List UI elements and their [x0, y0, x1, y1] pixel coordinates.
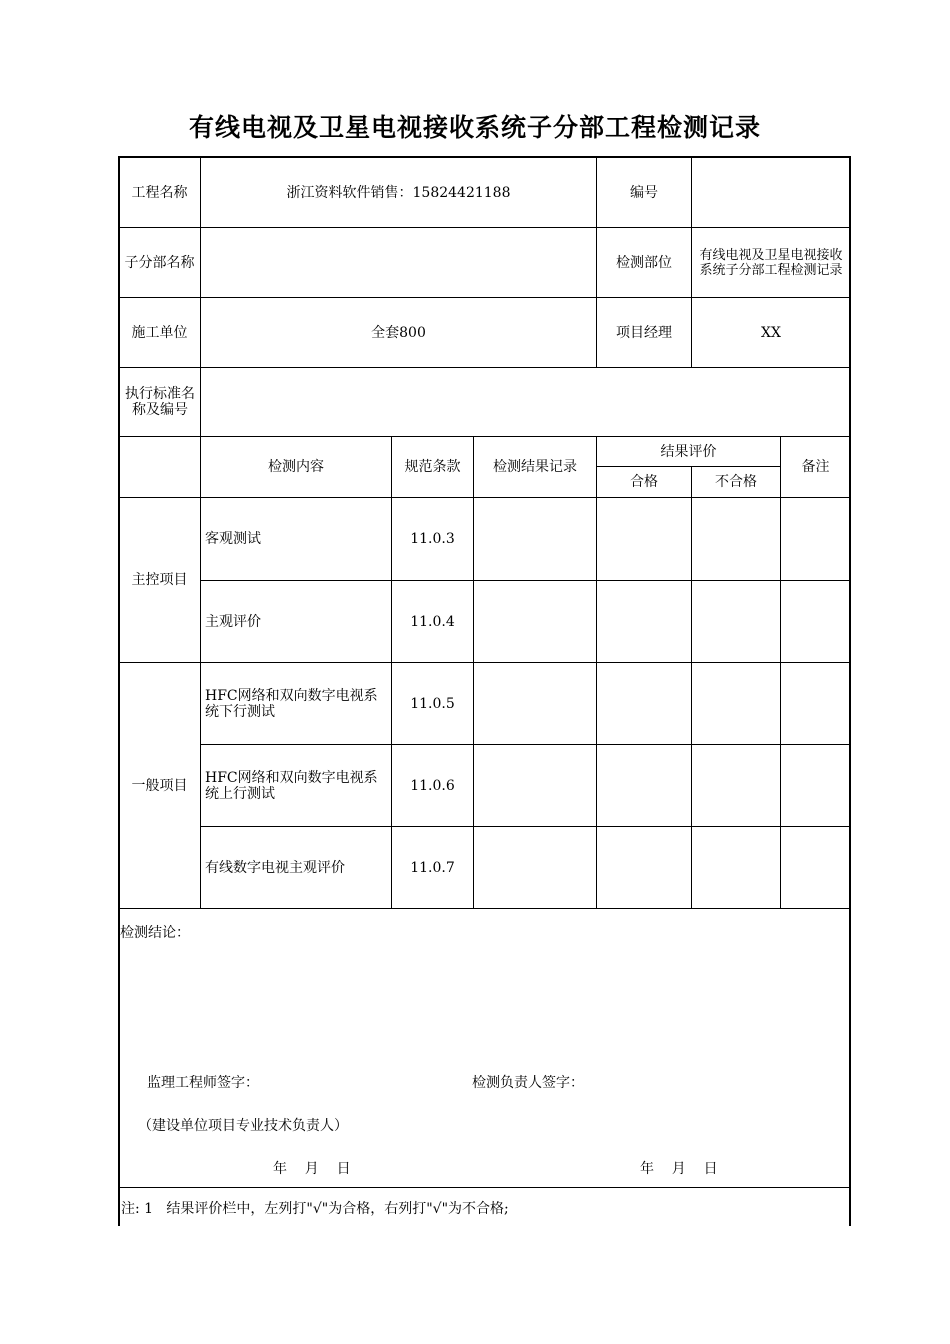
item-clause: 11.0.5 — [410, 695, 455, 712]
standard-value[interactable] — [201, 368, 850, 436]
group-general: 一般项目 — [131, 777, 188, 794]
subdivision-value[interactable] — [201, 228, 596, 297]
number-value[interactable] — [692, 158, 850, 227]
project-name-value[interactable]: 浙江资料软件销售：15824421188 — [286, 184, 511, 201]
row-divider — [119, 908, 850, 909]
item-content: 客观测试 — [205, 531, 261, 547]
contractor-value[interactable]: 全套800 — [371, 324, 426, 341]
item-clause: 11.0.7 — [410, 859, 455, 876]
standard-label: 执行标准名称及编号 — [125, 386, 195, 418]
item-clause: 11.0.4 — [410, 613, 455, 630]
item-content: 有线数字电视主观评价 — [205, 859, 345, 876]
column-divider — [596, 436, 597, 908]
col-record-header: 检测结果记录 — [493, 459, 577, 475]
column-divider — [473, 436, 474, 908]
date-right: 年 月 日 — [640, 1161, 718, 1177]
row-divider — [119, 1187, 850, 1188]
column-divider — [691, 466, 692, 908]
item-content: 主观评价 — [205, 613, 261, 630]
item-clause: 11.0.3 — [410, 531, 455, 547]
date-left: 年 月 日 — [273, 1161, 351, 1177]
footnote: 注: 1 结果评价栏中，左列打"√"为合格，右列打"√"为不合格; — [121, 1201, 509, 1217]
col-evaluation-header: 结果评价 — [660, 443, 717, 460]
manager-label: 项目经理 — [616, 324, 672, 341]
page-title: 有线电视及卫星电视接收系统子分部工程检测记录 — [188, 113, 761, 142]
subdivision-label: 子分部名称 — [124, 254, 195, 271]
column-divider — [780, 436, 781, 908]
item-content: HFC网络和双向数字电视系统下行测试 — [205, 687, 378, 720]
inspection-part-label: 检测部位 — [616, 254, 672, 271]
group-main-control: 主控项目 — [131, 572, 188, 588]
number-label: 编号 — [630, 184, 658, 201]
col-clause-header: 规范条款 — [404, 459, 461, 475]
col-pass-header: 合格 — [630, 474, 658, 490]
inspector-sign-label: 检测负责人签字： — [472, 1075, 584, 1091]
col-content-header: 检测内容 — [268, 459, 324, 475]
manager-value[interactable]: XX — [761, 324, 781, 341]
contractor-label: 施工单位 — [131, 324, 188, 341]
item-clause: 11.0.6 — [410, 777, 455, 794]
col-remark-header: 备注 — [801, 459, 830, 475]
conclusion-label: 检测结论： — [120, 925, 190, 941]
supervisor-note: （建设单位项目专业技术负责人） — [138, 1118, 348, 1134]
supervisor-sign-label: 监理工程师签字： — [147, 1075, 259, 1091]
project-name-label: 工程名称 — [131, 184, 188, 201]
col-fail-header: 不合格 — [715, 474, 757, 490]
item-content: HFC网络和双向数字电视系统上行测试 — [205, 769, 378, 802]
inspection-part-value[interactable]: 有线电视及卫星电视接收系统子分部工程检测记录 — [699, 247, 843, 278]
